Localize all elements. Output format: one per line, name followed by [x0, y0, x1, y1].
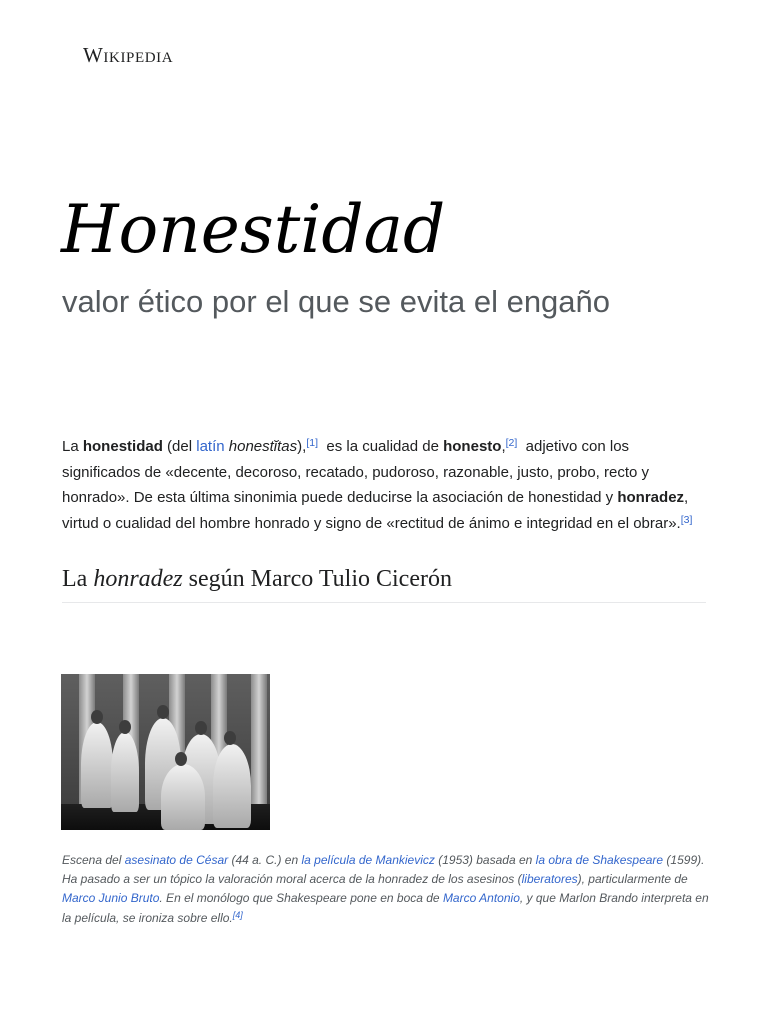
section-heading-italic: honradez [93, 566, 183, 592]
caption-text: . En el monólogo que Shakespeare pone en boca de [159, 891, 443, 906]
link-marco-junio-bruto[interactable]: Marco Junio Bruto [62, 891, 160, 906]
intro-paragraph [62, 434, 710, 536]
toga-figure [213, 744, 251, 828]
intro-text: , virtud o cualidad del hombre honrado y signo de «rectitud de ánimo e integridad en el obrar». [62, 489, 689, 532]
ref-4[interactable]: [4] [232, 909, 243, 920]
caesar-film-image[interactable] [61, 674, 270, 830]
caption-text: (1599). Ha pasado a ser un tópico la valoración moral acerca de la honradez de los asesinos ( [62, 853, 705, 887]
link-liberatores[interactable]: liberatores [521, 872, 578, 887]
section-heading[interactable] [62, 562, 706, 603]
figure-head [91, 710, 103, 724]
caption-text: ), particularmente de [577, 872, 688, 887]
intro-text: ), [297, 438, 307, 455]
image-caption [62, 851, 710, 928]
caption-text: (44 a. C.) en [228, 853, 302, 867]
toga-figure [161, 764, 205, 830]
toga-figure [81, 722, 113, 808]
intro-text: , [501, 438, 506, 455]
caption-text: Escena del [62, 853, 125, 867]
section-heading-text: según Marco Tulio Cicerón [182, 566, 452, 592]
link-marco-antonio[interactable]: Marco Antonio [442, 891, 520, 906]
page-title: Honestidad [61, 191, 446, 268]
figure-head [157, 705, 169, 719]
wikipedia-logo[interactable] [83, 43, 173, 68]
toga-figure [111, 732, 139, 812]
intro-text: La [62, 438, 83, 455]
caption-text: (1953) basada en [434, 853, 536, 867]
ref-2[interactable]: [2] [505, 437, 518, 449]
ref-1[interactable]: [1] [306, 437, 319, 449]
logo-wordmark: Wikipedia [83, 43, 174, 67]
link-pelicula-mankievicz[interactable]: la película de Mankievicz [301, 853, 435, 867]
term-honradez: honradez [617, 489, 685, 506]
link-obra-shakespeare[interactable]: la obra de Shakespeare [535, 853, 664, 867]
page-subtitle: valor ético por el que se evita el engaño [62, 284, 611, 319]
section-heading-text: La [62, 566, 94, 592]
figure-head [119, 720, 131, 734]
term-honesto: honesto [443, 438, 502, 455]
term-honestidad: honestidad [82, 438, 163, 455]
caption-text: , y que Marlon Brando interpreta en la película, se ironiza sobre ello. [62, 891, 709, 925]
link-asesinato-cesar[interactable]: asesinato de César [124, 853, 229, 867]
figure-head [195, 721, 207, 735]
intro-text: adjetivo con los significados de «decente, decoroso, recatado, pudoroso, razonable, justo, probo, recto y honrado». De esta última sinonimia puede deducirse la asociación de honestidad y [62, 438, 654, 506]
term-honestitas: honestĭtas [228, 438, 298, 455]
intro-text: es la cualidad de [318, 438, 444, 455]
link-latin[interactable]: latín [196, 438, 225, 455]
intro-text: (del [162, 438, 197, 455]
figure-head [224, 731, 236, 745]
ref-3[interactable]: [3] [680, 513, 693, 526]
figure-head [175, 752, 187, 766]
